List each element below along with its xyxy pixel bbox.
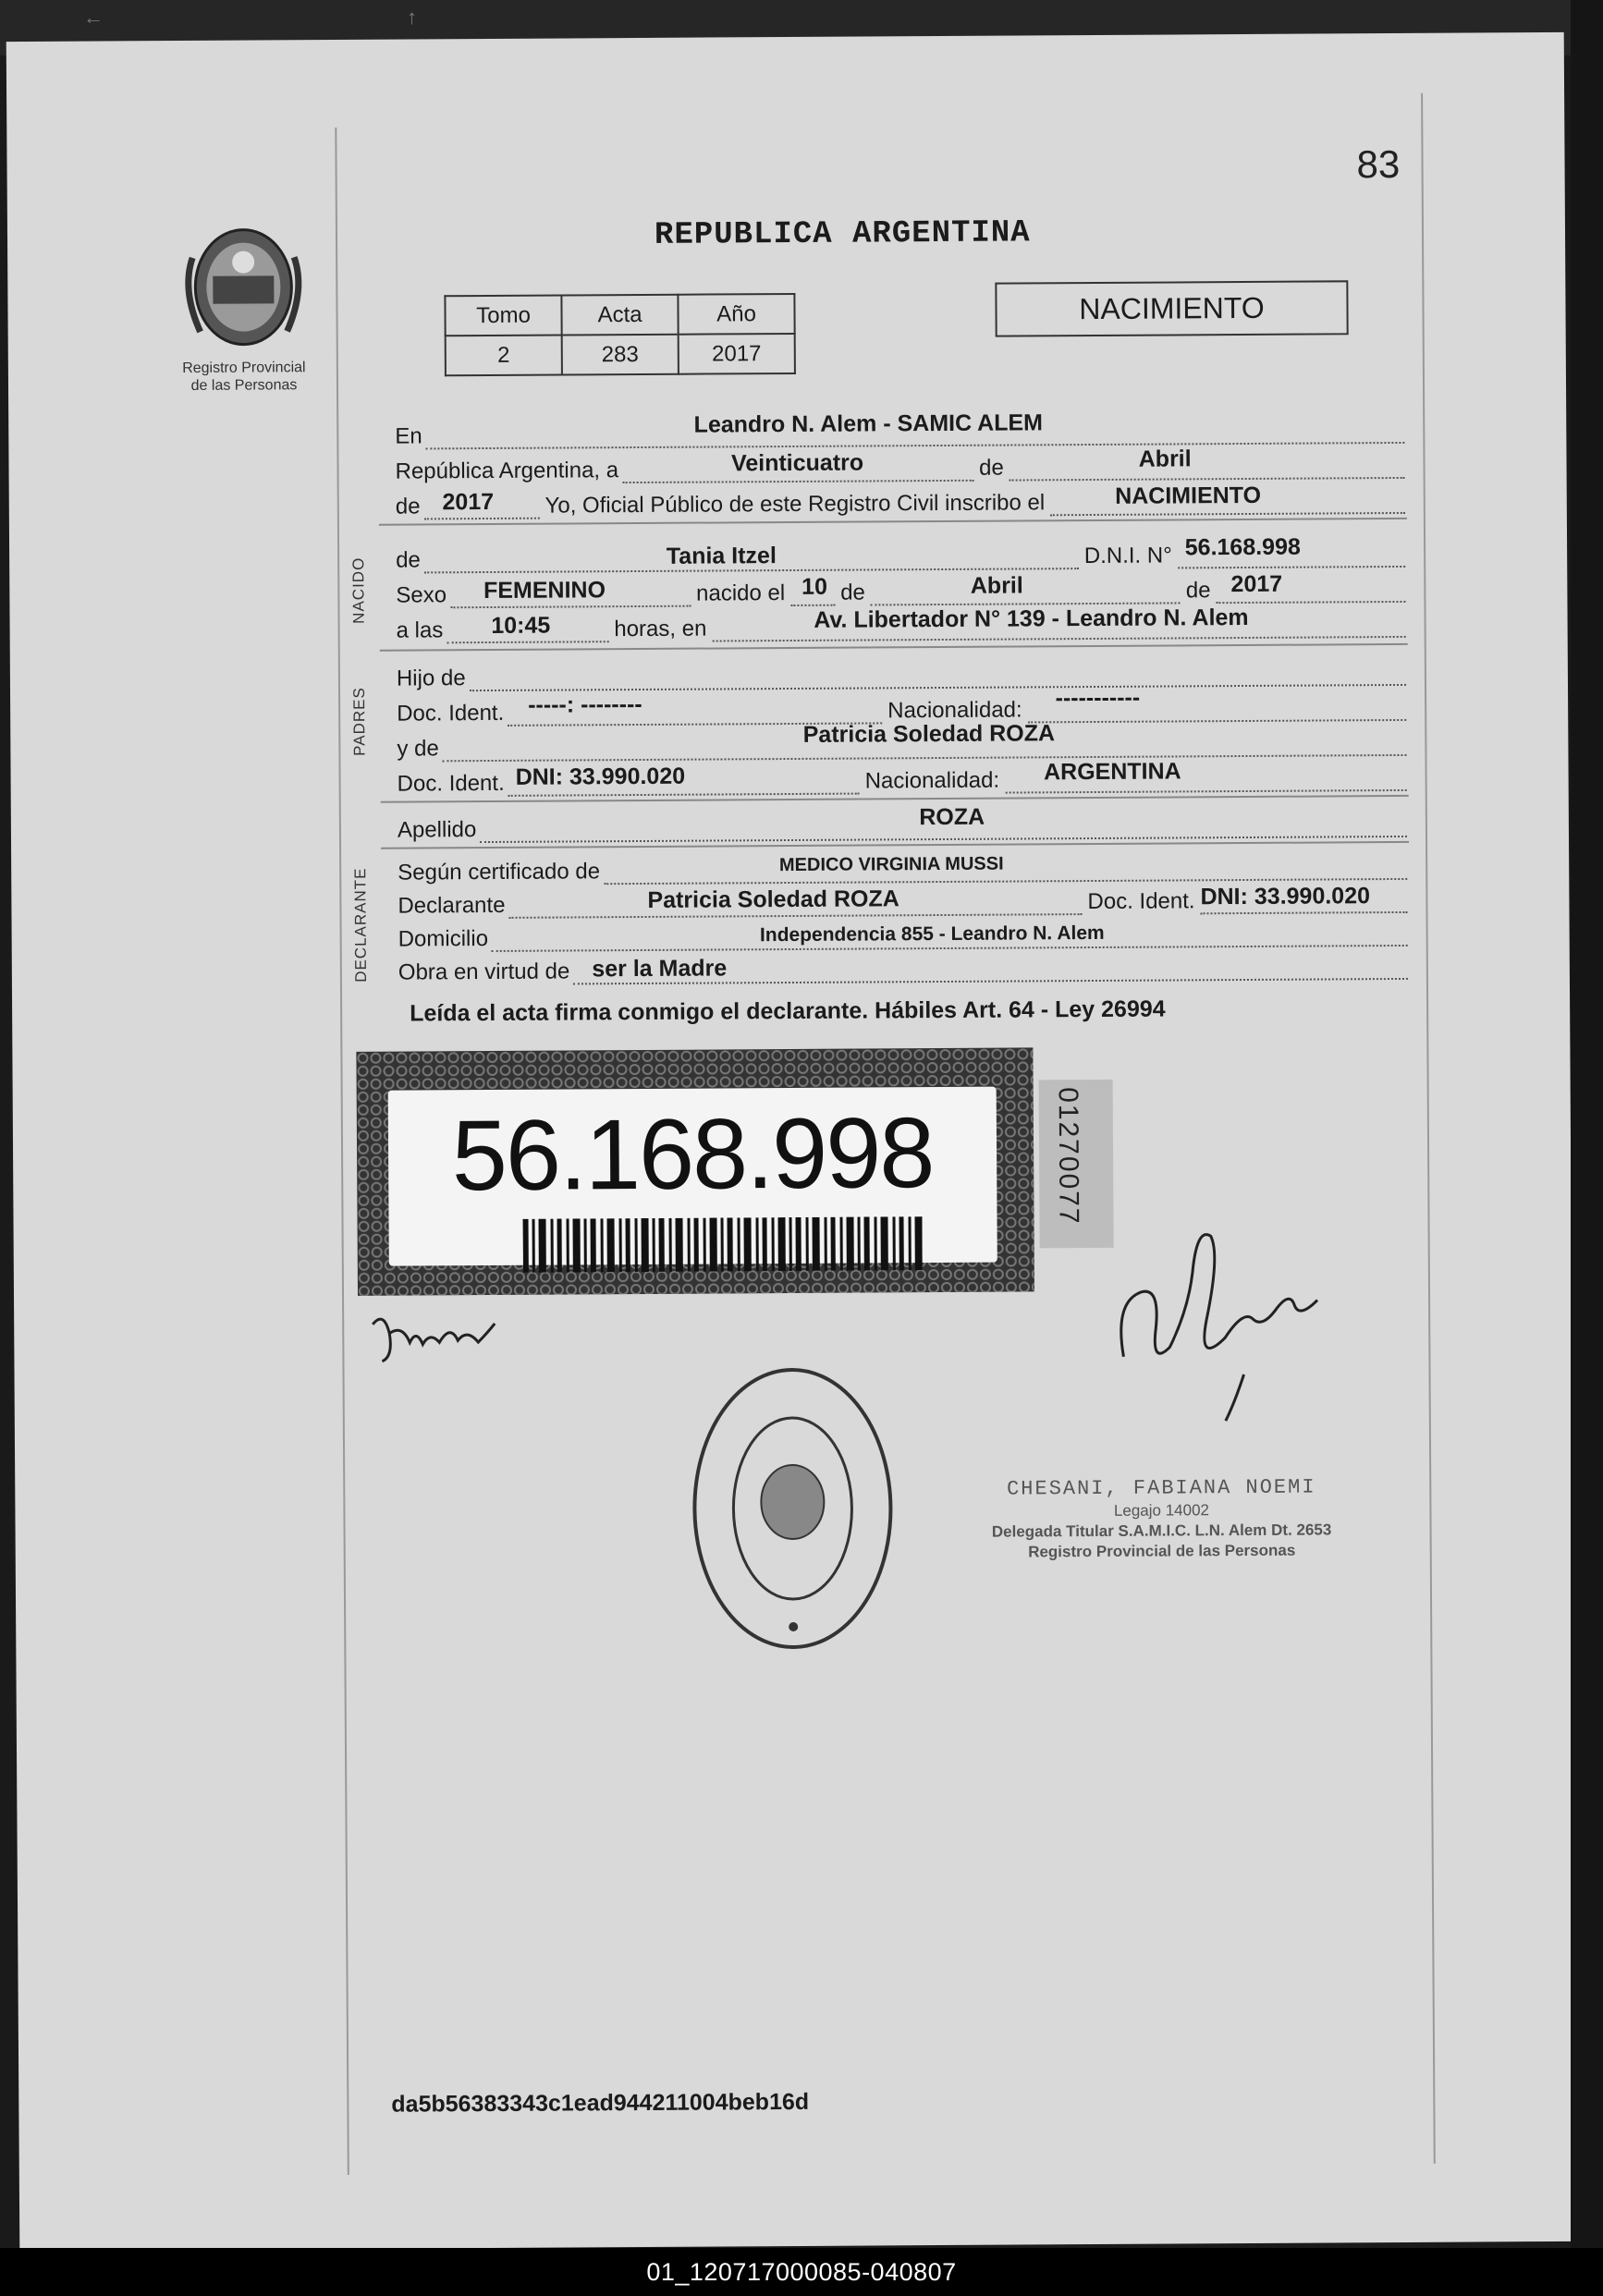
field-label: de bbox=[840, 580, 865, 605]
field-label: Domicilio bbox=[398, 926, 489, 952]
crest-caption bbox=[156, 359, 332, 395]
padre-nacionalidad-value: ----------- bbox=[1055, 684, 1141, 712]
madre-nacionalidad-value: ARGENTINA bbox=[1043, 758, 1181, 786]
anio-value: 2017 bbox=[442, 488, 495, 516]
madre-doc-value: DNI: 33.990.020 bbox=[515, 763, 686, 790]
field-line bbox=[871, 572, 1181, 605]
table-header: Acta bbox=[561, 295, 678, 336]
dni-stamp bbox=[356, 1047, 1034, 1295]
hora-value: 10:45 bbox=[491, 612, 551, 639]
field-label: Obra en virtud de bbox=[398, 959, 570, 985]
document-title: REPUBLICA ARGENTINA bbox=[654, 215, 1031, 253]
lugar-value: Leandro N. Alem - SAMIC ALEM bbox=[693, 409, 1044, 438]
legal-statement: Leída el acta firma conmigo el declarante. Hábiles Art. 64 - Ley 26994 bbox=[410, 995, 1166, 1027]
section-label-declarante: DECLARANTE bbox=[351, 867, 370, 983]
field-label: de bbox=[1185, 578, 1211, 604]
official-block bbox=[967, 1475, 1356, 1562]
lugar-nacimiento-value: Av. Libertador N° 139 - Leandro N. Alem bbox=[814, 604, 1249, 633]
official-cargo: Delegada Titular S.A.M.I.C. L.N. Alem Dt. 2653 bbox=[991, 1520, 1332, 1541]
field-line bbox=[1178, 533, 1406, 569]
field-line bbox=[1028, 684, 1407, 724]
field-line bbox=[424, 543, 1079, 573]
field-label: Declarante bbox=[398, 892, 506, 919]
section-divider bbox=[380, 643, 1408, 652]
row-sexo bbox=[396, 571, 1405, 609]
field-line bbox=[712, 604, 1405, 642]
nombre-value: Tania Itzel bbox=[666, 543, 777, 569]
field-label: nacido el bbox=[695, 580, 786, 606]
field-label: Nacionalidad: bbox=[864, 767, 1000, 794]
document-hash: da5b56383343c1ead944211004beb16d bbox=[391, 2088, 810, 2118]
field-line bbox=[604, 854, 1407, 885]
field-label: Nacionalidad: bbox=[887, 697, 1022, 724]
mes-value: Abril bbox=[1138, 446, 1192, 472]
field-line bbox=[447, 612, 608, 643]
field-line bbox=[508, 885, 1082, 919]
row-obra bbox=[398, 948, 1408, 986]
field-label: Doc. Ident. bbox=[397, 770, 505, 797]
field-line bbox=[443, 720, 1407, 762]
field-label: Apellido bbox=[397, 817, 477, 843]
domicilio-value: Independencia 855 - Leandro N. Alem bbox=[759, 922, 1105, 946]
field-line bbox=[790, 573, 835, 606]
madre-nombre-value: Patricia Soledad ROZA bbox=[802, 720, 1056, 748]
stamp-label bbox=[388, 1087, 997, 1266]
act-type-box: NACIMIENTO bbox=[995, 280, 1348, 336]
row-fecha bbox=[395, 447, 1404, 485]
provincial-crest-icon bbox=[174, 220, 313, 355]
row-certificado bbox=[398, 849, 1407, 886]
field-line bbox=[426, 409, 1405, 449]
table-header: Tomo bbox=[445, 296, 561, 336]
sexo-value: FEMENINO bbox=[483, 577, 606, 605]
acta-value: 283 bbox=[562, 335, 679, 375]
scan-artifact-arrow: ↑ bbox=[407, 6, 417, 29]
dni-value: 56.168.998 bbox=[1184, 533, 1301, 561]
nac-mes-value: Abril bbox=[970, 572, 1023, 599]
field-label: D.N.I. N° bbox=[1083, 543, 1172, 569]
declarante-doc-value: DNI: 33.990.020 bbox=[1200, 883, 1371, 910]
field-line bbox=[1050, 482, 1405, 516]
scan-footer-id: 01_120717000085-040807 bbox=[0, 2248, 1603, 2296]
field-line bbox=[573, 954, 1408, 985]
field-label: y de bbox=[397, 736, 439, 762]
field-label: de bbox=[396, 547, 421, 573]
anio-value: 2017 bbox=[679, 334, 795, 374]
scan-artifact-arrow: ← bbox=[83, 6, 104, 29]
field-label: horas, en bbox=[614, 616, 707, 642]
field-line bbox=[450, 577, 691, 609]
field-label: República Argentina, a bbox=[395, 458, 619, 484]
padre-doc-value: -----: -------- bbox=[528, 690, 642, 718]
field-label: En bbox=[395, 423, 422, 449]
field-label: de bbox=[978, 455, 1004, 481]
field-line bbox=[480, 803, 1407, 843]
apellido-value: ROZA bbox=[919, 803, 985, 831]
field-line bbox=[1216, 570, 1405, 604]
official-signature bbox=[1105, 1216, 1328, 1430]
row-madre bbox=[397, 720, 1406, 763]
official-name: CHESANI, FABIANA NOEMI bbox=[1006, 1475, 1316, 1501]
field-line bbox=[1010, 446, 1405, 482]
section-label-padres: PADRES bbox=[349, 687, 369, 756]
row-hijo-de bbox=[397, 654, 1406, 692]
barcode-icon bbox=[523, 1216, 923, 1273]
obra-value: ser la Madre bbox=[592, 955, 728, 983]
section-label-nacido: NACIDO bbox=[349, 556, 368, 624]
registry-table bbox=[444, 293, 796, 376]
nac-dia-value: 10 bbox=[802, 573, 828, 600]
right-margin-line bbox=[1421, 93, 1436, 2164]
field-line bbox=[492, 921, 1408, 952]
scan-right-edge bbox=[1571, 0, 1603, 2248]
document-page bbox=[6, 32, 1578, 2251]
row-declarante bbox=[398, 882, 1407, 920]
row-lugar bbox=[395, 409, 1404, 450]
field-label: Sexo bbox=[396, 582, 447, 608]
row-domicilio bbox=[398, 915, 1408, 953]
row-inscripcion bbox=[396, 482, 1405, 520]
field-label: Según certificado de bbox=[398, 859, 601, 885]
tomo-value: 2 bbox=[446, 336, 562, 376]
serial-number: 01270077 bbox=[1052, 1087, 1084, 1226]
row-apellido bbox=[397, 803, 1407, 844]
registry-seal-icon bbox=[687, 1362, 898, 1655]
table-header: Año bbox=[678, 294, 794, 335]
page-number: 83 bbox=[1356, 141, 1401, 187]
field-label: Yo, Oficial Público de este Registro Civil inscribo el bbox=[545, 490, 1046, 519]
declarante-value: Patricia Soledad ROZA bbox=[647, 885, 899, 913]
registrar-initials-signature bbox=[365, 1305, 504, 1371]
field-line bbox=[470, 660, 1406, 691]
field-line bbox=[1005, 758, 1407, 794]
field-label: Doc. Ident. bbox=[1087, 888, 1195, 915]
field-line bbox=[622, 449, 973, 483]
stamp-dni-number: 56.168.998 bbox=[451, 1096, 934, 1212]
row-hora bbox=[396, 606, 1405, 644]
field-label: Hijo de bbox=[396, 666, 466, 691]
nac-anio-value: 2017 bbox=[1230, 570, 1283, 598]
crest-caption-line: Registro Provincial bbox=[182, 360, 306, 377]
crest-caption-line: de las Personas bbox=[190, 377, 298, 394]
field-line bbox=[1200, 883, 1407, 914]
field-line bbox=[423, 488, 539, 520]
field-label: Doc. Ident. bbox=[397, 700, 505, 727]
official-registro: Registro Provincial de las Personas bbox=[1028, 1541, 1296, 1561]
row-nombre bbox=[396, 533, 1405, 574]
field-line bbox=[508, 763, 860, 797]
tipo-inscripcion-value: NACIMIENTO bbox=[1115, 482, 1262, 509]
certificado-value: MEDICO VIRGINIA MUSSI bbox=[778, 853, 1004, 876]
field-label: a las bbox=[396, 617, 444, 643]
official-legajo: Legajo 14002 bbox=[1113, 1501, 1210, 1520]
serial-label bbox=[1039, 1080, 1114, 1248]
field-label: de bbox=[395, 494, 421, 519]
row-madre-doc bbox=[398, 760, 1407, 798]
left-margin-line bbox=[335, 128, 349, 2175]
dia-value: Veinticuatro bbox=[730, 449, 864, 477]
